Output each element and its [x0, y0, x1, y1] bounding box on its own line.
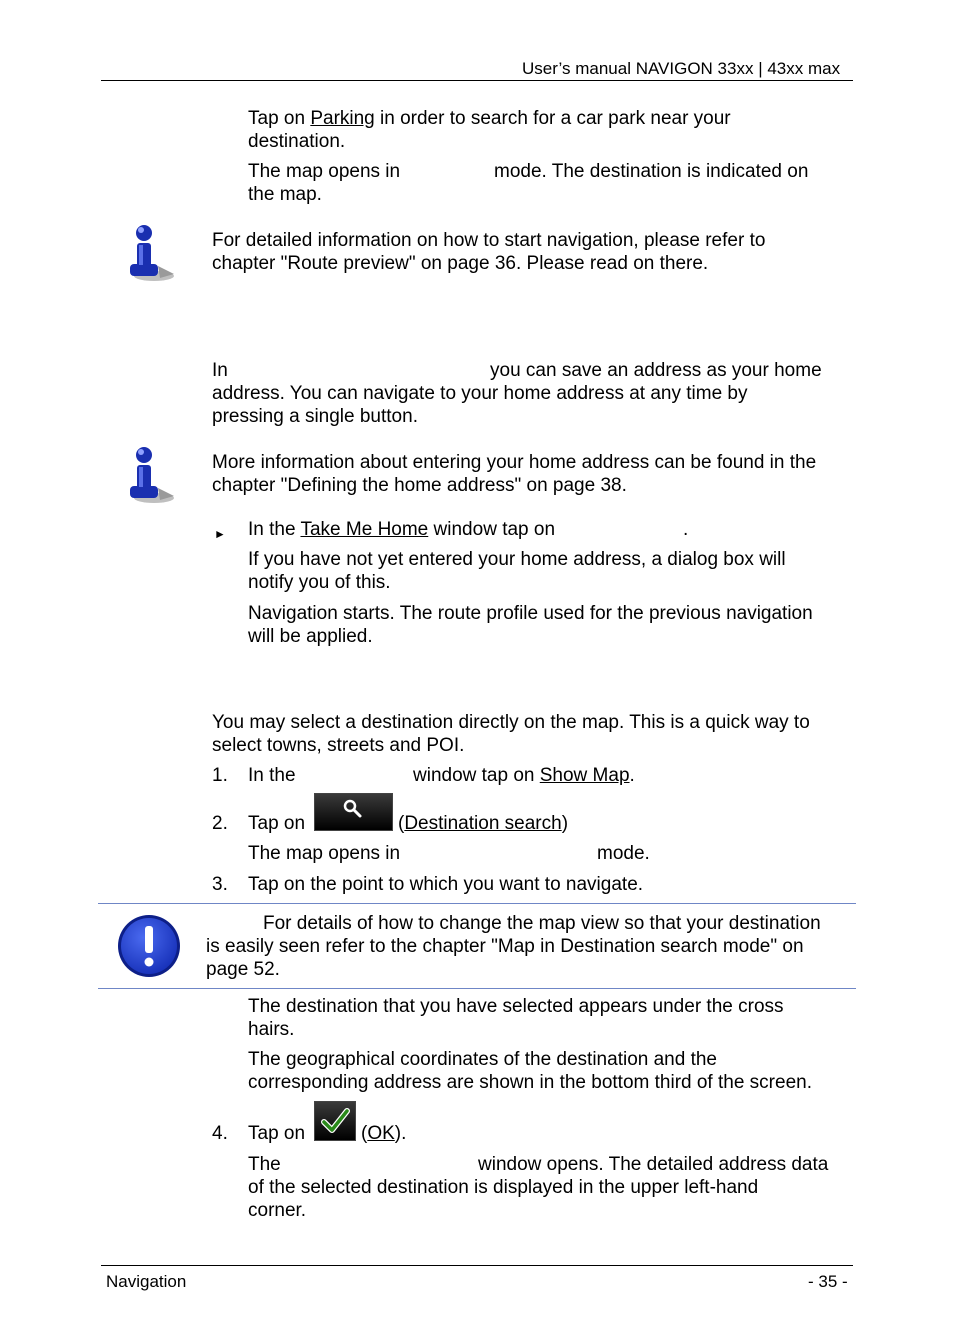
parking-line-3b: mode. The destination is indicated on	[494, 161, 809, 182]
step-4-label: (OK).	[361, 1123, 407, 1144]
take-me-home-p1-2: notify you of this.	[248, 572, 391, 593]
destination-search-link[interactable]: Destination search	[404, 813, 562, 834]
after-p2-line-1: The geographical coordinates of the destination and the	[248, 1049, 717, 1070]
bullet-marker: ►	[214, 527, 226, 541]
after-p3-line-1b: window opens. The detailed address data	[478, 1154, 829, 1175]
destination-search-button[interactable]	[314, 793, 393, 831]
after-p3-line-3: corner.	[248, 1200, 307, 1221]
magnifier-icon	[315, 794, 392, 830]
warning-line-2: is easily seen refer to the chapter "Map in Destination search mode" on	[206, 936, 804, 957]
map-intro-line-1: You may select a destination directly on the map. This is a quick way to	[212, 712, 810, 733]
exclamation-icon	[116, 914, 182, 978]
footer-chapter: Navigation	[106, 1272, 187, 1291]
after-p3-line-1a: The	[248, 1154, 281, 1175]
checkmark-icon	[315, 1102, 355, 1140]
take-me-home-end: .	[683, 519, 689, 540]
after-p2-line-2: corresponding address are shown in the bottom third of the screen.	[248, 1072, 812, 1093]
after-p3-line-2: of the selected destination is displayed in the upper left-hand	[248, 1177, 759, 1198]
step-1-text-b: window tap on Show Map.	[413, 765, 635, 786]
home-line-3: pressing a single button.	[212, 406, 418, 427]
step-2-sub-a: The map opens in	[248, 843, 401, 864]
header-rule	[101, 80, 853, 81]
step-3-text: Tap on the point to which you want to navigate.	[248, 874, 644, 895]
step-2-text: Tap on	[248, 813, 306, 834]
warning-top-rule	[98, 903, 856, 904]
info-person-icon	[124, 446, 176, 506]
footer-page-number: - 35 -	[808, 1272, 848, 1291]
note1-line-1: For detailed information on how to start navigation, please refer to	[212, 230, 766, 251]
warning-bottom-rule	[98, 988, 856, 989]
take-me-home-p1-1: If you have not yet entered your home address, a dialog box will	[248, 549, 786, 570]
after-p1-line-2: hairs.	[248, 1019, 295, 1040]
step-3-number: 3.	[212, 874, 228, 895]
footer-rule	[101, 1265, 853, 1266]
after-p1-line-1: The destination that you have selected appears under the cross	[248, 996, 784, 1017]
show-map-link[interactable]: Show Map	[539, 765, 630, 786]
parking-line-3a: The map opens in	[248, 161, 401, 182]
home-line-1b: you can save an address as your home	[490, 360, 822, 381]
step-1-number: 1.	[212, 765, 228, 786]
step-2-sub-b: mode.	[597, 843, 650, 864]
warning-line-3: page 52.	[206, 959, 280, 980]
parking-link[interactable]: Parking	[310, 108, 375, 129]
map-intro-line-2: select towns, streets and POI.	[212, 735, 465, 756]
take-me-home-p2-1: Navigation starts. The route profile used for the previous navigation	[248, 603, 813, 624]
step-4-number: 4.	[212, 1123, 228, 1144]
step-2-number: 2.	[212, 813, 228, 834]
ok-button[interactable]	[314, 1101, 356, 1141]
take-me-home-link[interactable]: Take Me Home	[300, 519, 429, 540]
step-2-label: (Destination search)	[398, 813, 569, 834]
take-me-home-line: In the Take Me Home window tap on	[248, 519, 556, 540]
home-line-2: address. You can navigate to your home address at any time by	[212, 383, 748, 404]
info-person-icon	[124, 224, 176, 284]
warning-line-1: For details of how to change the map view so that your destination	[263, 913, 821, 934]
parking-line-1: Tap on Parking in order to search for a car park near your	[248, 108, 731, 129]
note1-line-2: chapter "Route preview" on page 36. Please read on there.	[212, 253, 709, 274]
running-header: User’s manual NAVIGON 33xx | 43xx max	[522, 59, 841, 78]
take-me-home-p2-2: will be applied.	[248, 626, 373, 647]
note2-line-2: chapter "Defining the home address" on page 38.	[212, 475, 627, 496]
step-4-text: Tap on	[248, 1123, 306, 1144]
parking-line-2: destination.	[248, 131, 346, 152]
step-1-text-a: In the	[248, 765, 296, 786]
home-line-1a: In	[212, 360, 228, 381]
parking-line-4: the map.	[248, 184, 322, 205]
ok-link[interactable]: OK	[367, 1123, 395, 1144]
note2-line-1: More information about entering your home address can be found in the	[212, 452, 817, 473]
